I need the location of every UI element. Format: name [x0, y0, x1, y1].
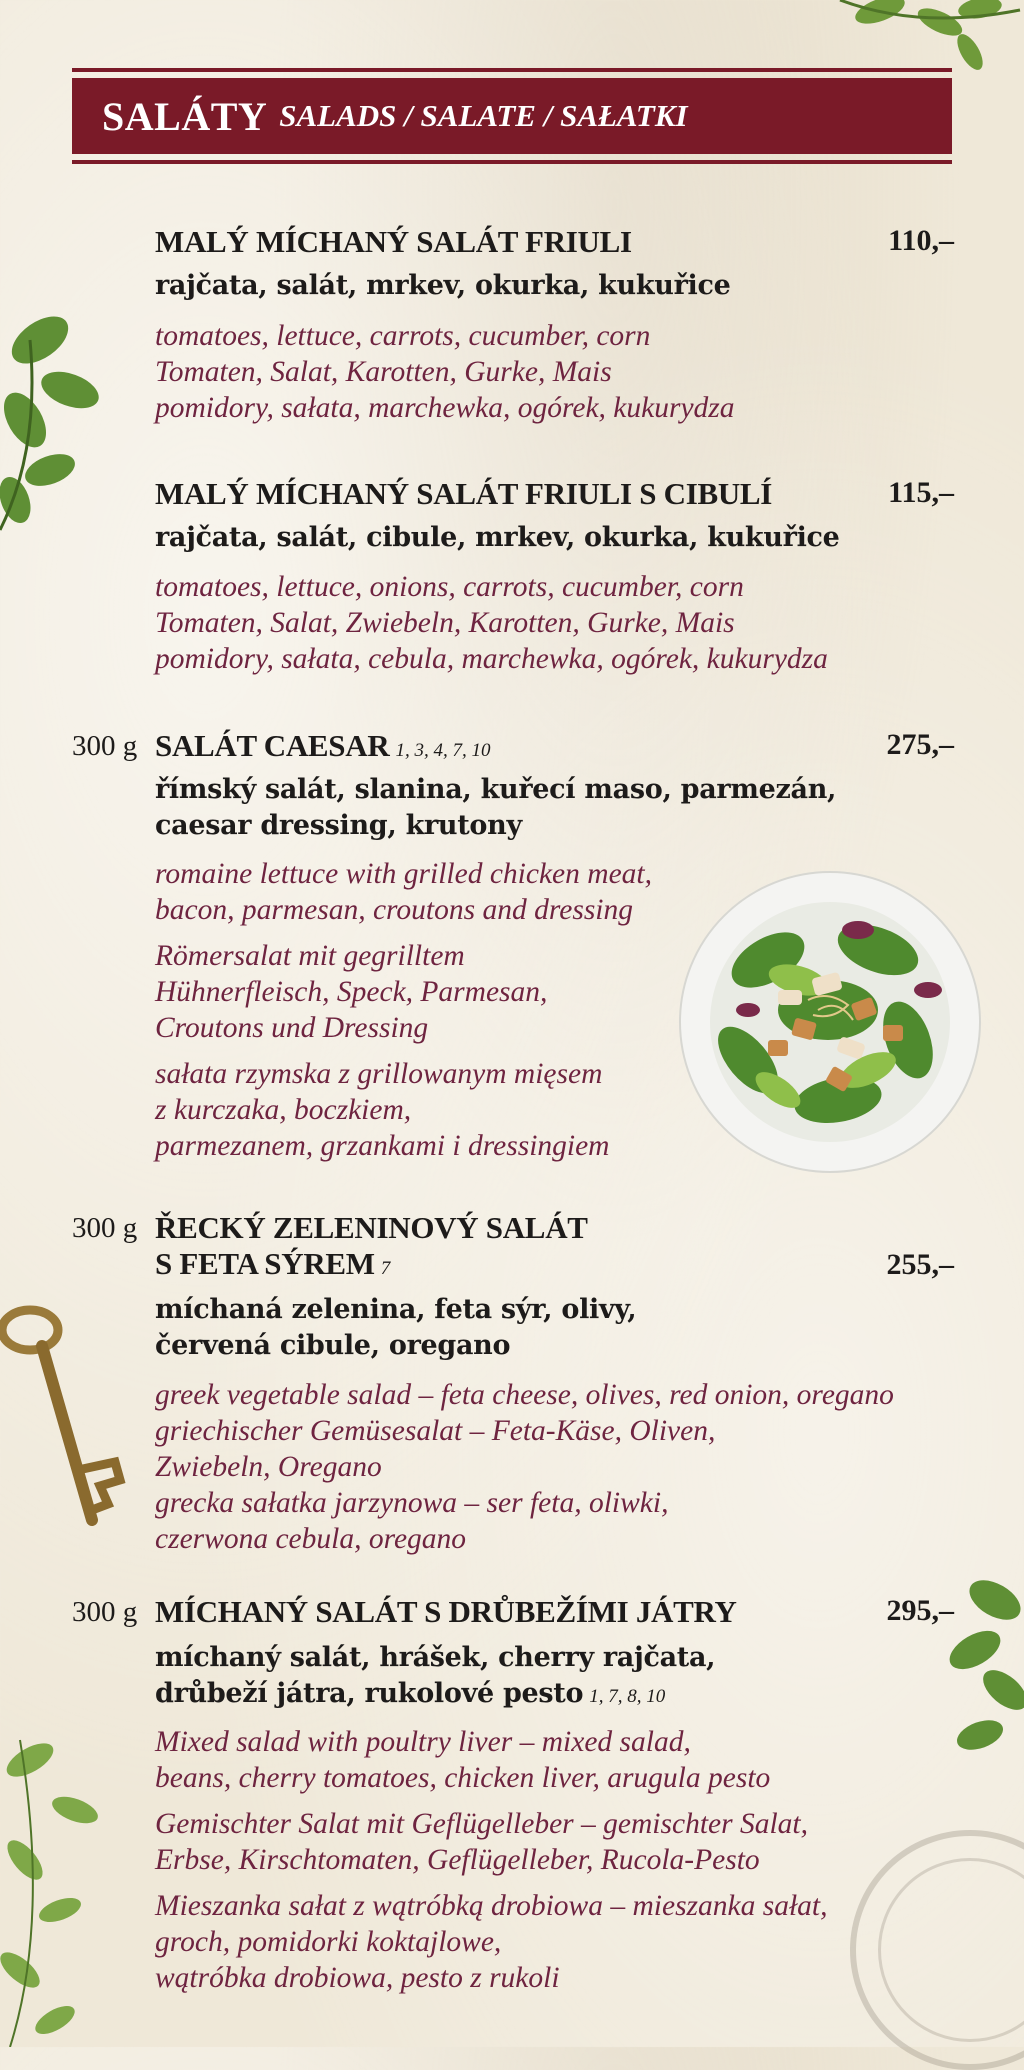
item-price: 295,– [886, 1594, 954, 1627]
section-title: SALÁTY [102, 93, 268, 139]
item-translations: Mixed salad with poultry liver – mixed salad, beans, cherry tomatoes, chicken liver, arugula pesto Gemischter Salat mit Geflügelleber – gemischter Salat, Erbse, Kirschtomaten, Geflügelleber, Rucola-Pesto Mieszanka sałat z wątróbką drobiowa – mieszanka sałat, groch, pomidorki koktajlowe, wątróbka drobiowa, pesto z rukoli [155, 1726, 828, 1994]
item-name: SALÁT CAESAR 1, 3, 4, 7, 10 [155, 728, 491, 763]
antique-key-icon [0, 1300, 140, 1560]
item-name: MALÝ MÍCHANÝ SALÁT FRIULI [155, 224, 632, 259]
item-translations: tomatoes, lettuce, onions, carrots, cucumber, corn Tomaten, Salat, Zwiebeln, Karotten, Gurke, Mais pomidory, sałata, cebula, marchewka, ogórek, kukurydza [155, 571, 828, 675]
herb-leaves-left-icon [0, 300, 110, 540]
item-name: MALÝ MÍCHANÝ SALÁT FRIULI S CIBULÍ [155, 476, 773, 511]
herb-leaves-bottom-left-icon [0, 1720, 110, 2047]
item-price: 255,– [886, 1248, 954, 1281]
caesar-salad-photo [678, 870, 982, 1174]
item-price: 275,– [886, 728, 954, 761]
item-allergens: 1, 7, 8, 10 [589, 1686, 666, 1707]
section-subtitle: SALADS / SALATE / SAŁATKI [279, 98, 688, 133]
decorative-stamp [850, 1830, 1024, 2070]
item-description-cz: míchaný salát, hrášek, cherry rajčata, drůbeží játra, rukolové pesto 1, 7, 8, 10 [155, 1642, 716, 1709]
item-weight: 300 g [72, 730, 138, 762]
item-name: ŘECKÝ ZELENINOVÝ SALÁT S FETA SÝREM 7 [155, 1210, 588, 1281]
item-description-cz: míchaná zelenina, feta sýr, olivy, červená cibule, oregano [155, 1294, 637, 1361]
item-description-cz: rajčata, salát, mrkev, okurka, kukuřice [155, 270, 731, 301]
item-translations: greek vegetable salad – feta cheese, olives, red onion, oregano griechischer Gemüsesalat – Feta-Käse, Oliven, Zwiebeln, Oregano grecka sałatka jarzynowa – ser feta, oliwki, czerwona cebula, oregano [155, 1379, 894, 1555]
item-description-cz: rajčata, salát, cibule, mrkev, okurka, kukuřice [155, 522, 840, 553]
item-allergens: 1, 3, 4, 7, 10 [395, 740, 491, 761]
item-weight: 300 g [72, 1596, 138, 1628]
item-translations: romaine lettuce with grilled chicken meat, bacon, parmesan, croutons and dressing Römersalat mit gegrilltem Hühnerfleisch, Speck, Parmesan, Croutons und Dressing sałata rzymska z grillowanym mięsem z kurczaka, boczkiem, parmezanem, grzankami i dressingiem [155, 858, 652, 1162]
item-price: 110,– [888, 224, 954, 257]
item-translations: tomatoes, lettuce, carrots, cucumber, corn Tomaten, Salat, Karotten, Gurke, Mais pomidory, sałata, marchewka, ogórek, kukurydza [155, 320, 735, 424]
item-price: 115,– [888, 476, 954, 509]
item-weight: 300 g [72, 1212, 138, 1244]
item-name: MÍCHANÝ SALÁT S DRŮBEŽÍMI JÁTRY [155, 1594, 737, 1629]
item-allergens: 7 [380, 1258, 391, 1279]
section-banner [72, 68, 952, 164]
item-description-cz: římský salát, slanina, kuřecí maso, parmezán, caesar dressing, krutony [155, 774, 837, 841]
